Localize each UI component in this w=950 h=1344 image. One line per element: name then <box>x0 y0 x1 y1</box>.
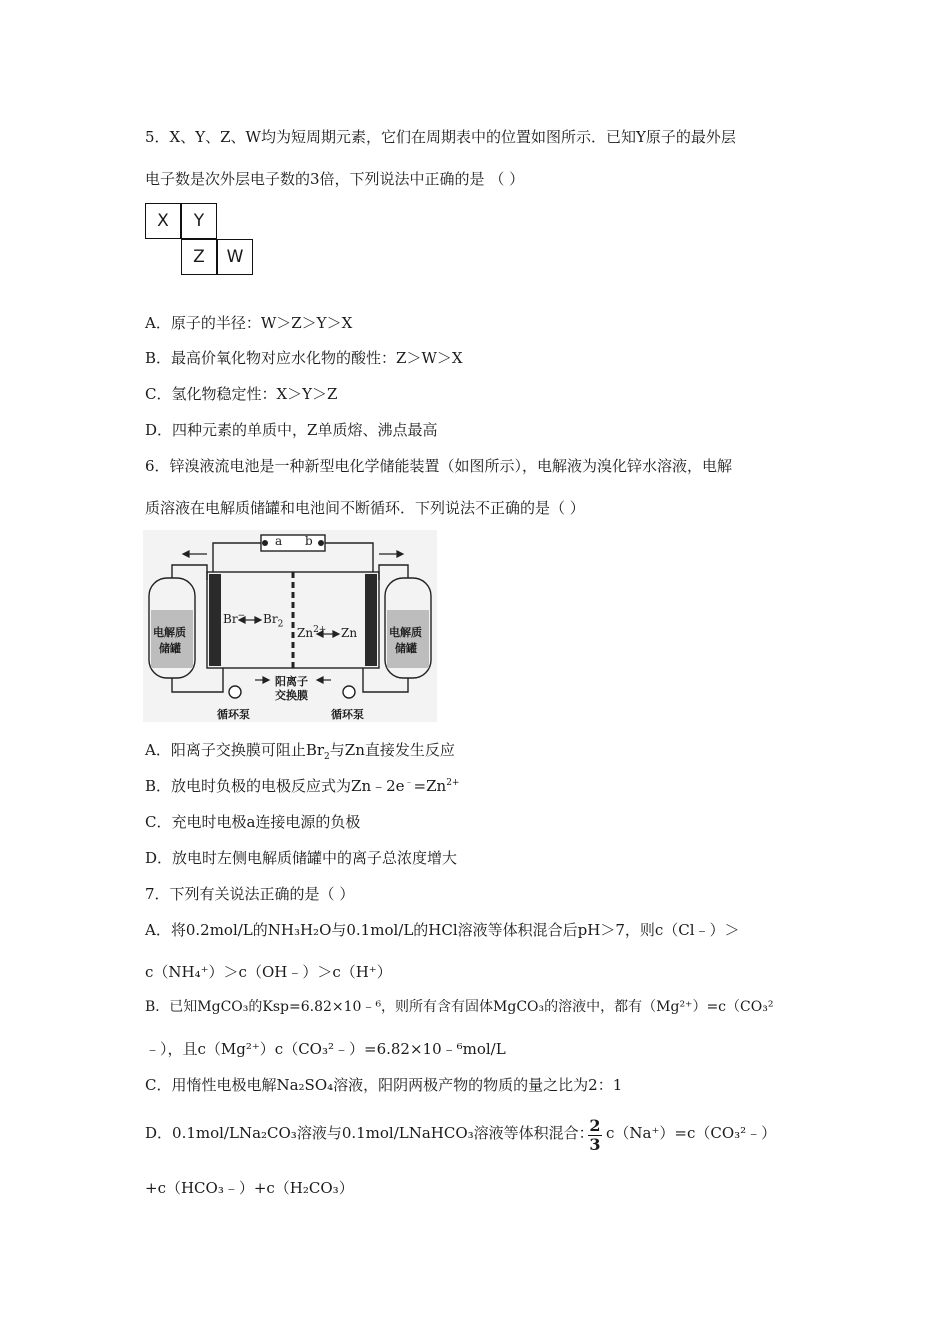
q7-option-d-line1-end: c（Na⁺）=c（CO₃²﹣） <box>606 1124 777 1142</box>
q6-option-a-sub: 2 <box>324 752 330 762</box>
q6-option-b <box>145 776 459 796</box>
membrane-label-2: 交换膜 <box>275 689 308 702</box>
q6-option-b-text: B．放电时负极的电极反应式为Zn﹣2e <box>145 777 405 795</box>
zinc-bromine-battery-diagram <box>143 530 437 722</box>
fraction-numerator: 2 <box>589 1116 601 1135</box>
q5-option-b: B．最高价氧化物对应水化物的酸性：Z＞W＞X <box>145 349 463 367</box>
q5-option-a: A．原子的半径：W＞Z＞Y＞X <box>145 314 353 332</box>
cell-z: Z <box>181 239 217 275</box>
q7-option-c: C．用惰性电极电解Na₂SO₄溶液，阳阴两极产物的物质的量之比为2：1 <box>145 1076 623 1094</box>
q6-stem-line1: 6．锌溴液流电池是一种新型电化学储能装置（如图所示），电解液为溴化锌水溶液，电解 <box>145 457 733 475</box>
q7-option-a-line1: A．将0.2mol/L的NH₃H₂O与0.1mol/L的HCl溶液等体积混合后pH＞7，则c（Cl﹣）＞ <box>145 921 740 939</box>
q6-option-a <box>145 740 455 760</box>
q6-option-b-mid: =Zn <box>413 777 447 795</box>
br2-label: $Br_2$ <box>263 612 284 630</box>
zn-ion-label: $Zn^{2+}$ <box>297 625 327 640</box>
q7-option-d-line2: +c（HCO₃﹣）+c（H₂CO₃） <box>145 1179 354 1197</box>
fraction-denominator: 3 <box>589 1135 601 1154</box>
q7-stem: 7．下列有关说法正确的是（ ） <box>145 885 355 903</box>
electrode-a-label: a <box>275 534 283 548</box>
q7-option-d-line1: D．0.1mol/LNa₂CO₃溶液与0.1mol/LNaHCO₃溶液等体积混合： <box>145 1124 594 1142</box>
cell-w: W <box>217 239 253 275</box>
left-pump-label: 循环泵 <box>217 708 250 721</box>
q7-option-b-line2: ﹣），且c（Mg²⁺）c（CO₃²﹣）=6.82×10﹣⁶mol/L <box>145 1040 506 1058</box>
cell-y: Y <box>181 203 217 239</box>
fraction-two-thirds <box>588 1118 602 1153</box>
q6-option-c: C．充电时电极a连接电源的负极 <box>145 813 361 831</box>
right-tank-label-2: 储罐 <box>395 642 417 655</box>
zn-label: Zn <box>341 626 358 640</box>
q6-option-a-text: A．阳离子交换膜可阻止Br <box>145 741 325 759</box>
q5-option-d: D．四种元素的单质中，Z单质熔、沸点最高 <box>145 421 438 439</box>
br-ion-label: Br− <box>223 611 246 626</box>
q7-option-a-line2: c（NH₄⁺）＞c（OH﹣）＞c（H⁺） <box>145 963 392 981</box>
right-tank-label: 电解质 <box>389 626 422 639</box>
left-tank-label-2: 储罐 <box>159 642 181 655</box>
q6-stem-line2: 质溶液在电解质储罐和电池间不断循环．下列说法不正确的是（ ） <box>145 499 585 517</box>
q6-option-b-sup1: ﹣ <box>404 778 414 788</box>
q6-option-d: D．放电时左侧电解质储罐中的离子总浓度增大 <box>145 849 458 867</box>
q5-stem-line1: 5．X、Y、Z、W均为短周期元素，它们在周期表中的位置如图所示．已知Y原子的最外层 <box>145 128 736 146</box>
right-pump-label: 循环泵 <box>331 708 364 721</box>
q5-stem-line2: 电子数是次外层电子数的3倍，下列说法中正确的是 （ ） <box>145 170 525 188</box>
br2-text: Br <box>263 612 278 626</box>
cell-x: X <box>145 203 181 239</box>
zn-ion-text: Zn <box>297 626 314 640</box>
left-tank-label: 电解质 <box>153 626 186 639</box>
br-ion-text: Br <box>223 612 238 626</box>
q7-option-b-line1: B．已知MgCO₃的Ksp=6.82×10﹣⁶，则所有含有固体MgCO₃的溶液中，都有（Mg²⁺）=c（CO₃² <box>145 999 774 1015</box>
q5-option-c: C．氢化物稳定性：X＞Y＞Z <box>145 385 338 403</box>
membrane-label: 阳离子 <box>275 675 308 688</box>
electrode-b-label: b <box>305 534 313 548</box>
q6-option-a-text-end: 与Zn直接发生反应 <box>329 741 455 759</box>
q6-option-b-sup2: 2+ <box>446 778 460 788</box>
